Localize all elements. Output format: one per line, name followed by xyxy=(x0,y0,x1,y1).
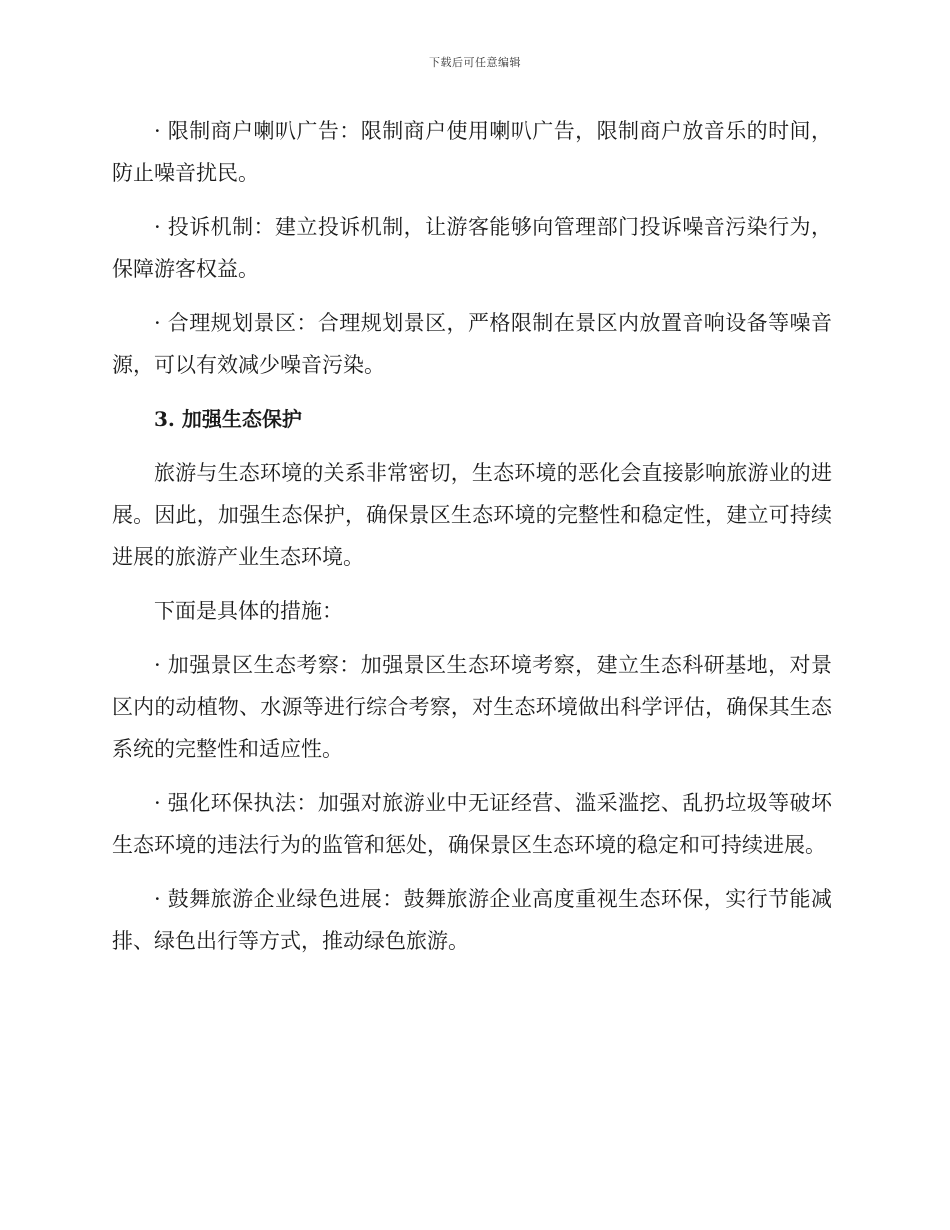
measures-lead-paragraph: 下面是具体的措施： xyxy=(154,599,343,623)
page-header: 下载后可任意编辑 xyxy=(429,56,521,69)
bullet-paragraph-green-development: · 鼓舞旅游企业绿色进展：鼓舞旅游企业高度重视生态环保，实行节能减排、绿色出行等方式，推动绿色旅游。 xyxy=(112,887,832,953)
bullet-paragraph-scenic-planning: · 合理规划景区：合理规划景区，严格限制在景区内放置音响设备等噪音源，可以有效减少噪音污染。 xyxy=(112,311,832,377)
bullet-paragraph-law-enforcement: · 强化环保执法：加强对旅游业中无证经营、滥采滥挖、乱扔垃圾等破坏生态环境的违法行为的监管和惩处，确保景区生态环境的稳定和可持续进展。 xyxy=(112,791,832,857)
bullet-paragraph-complaint-mechanism: · 投诉机制：建立投诉机制，让游客能够向管理部门投诉噪音污染行为，保障游客权益。 xyxy=(112,215,832,281)
intro-paragraph: 旅游与生态环境的关系非常密切，生态环境的恶化会直接影响旅游业的进展。因此，加强生态保护，确保景区生态环境的完整性和稳定性，建立可持续进展的旅游产业生态环境。 xyxy=(112,461,832,569)
bullet-paragraph-ecological-survey: · 加强景区生态考察：加强景区生态环境考察，建立生态科研基地，对景区内的动植物、水源等进行综合考察，对生态环境做出科学评估，确保其生态系统的完整性和适应性。 xyxy=(112,653,832,761)
section-heading: 3. 加强生态保护 xyxy=(154,407,302,431)
document-body xyxy=(112,110,832,974)
bullet-paragraph-speaker-ads: · 限制商户喇叭广告：限制商户使用喇叭广告，限制商户放音乐的时间，防止噪音扰民。 xyxy=(112,119,832,185)
